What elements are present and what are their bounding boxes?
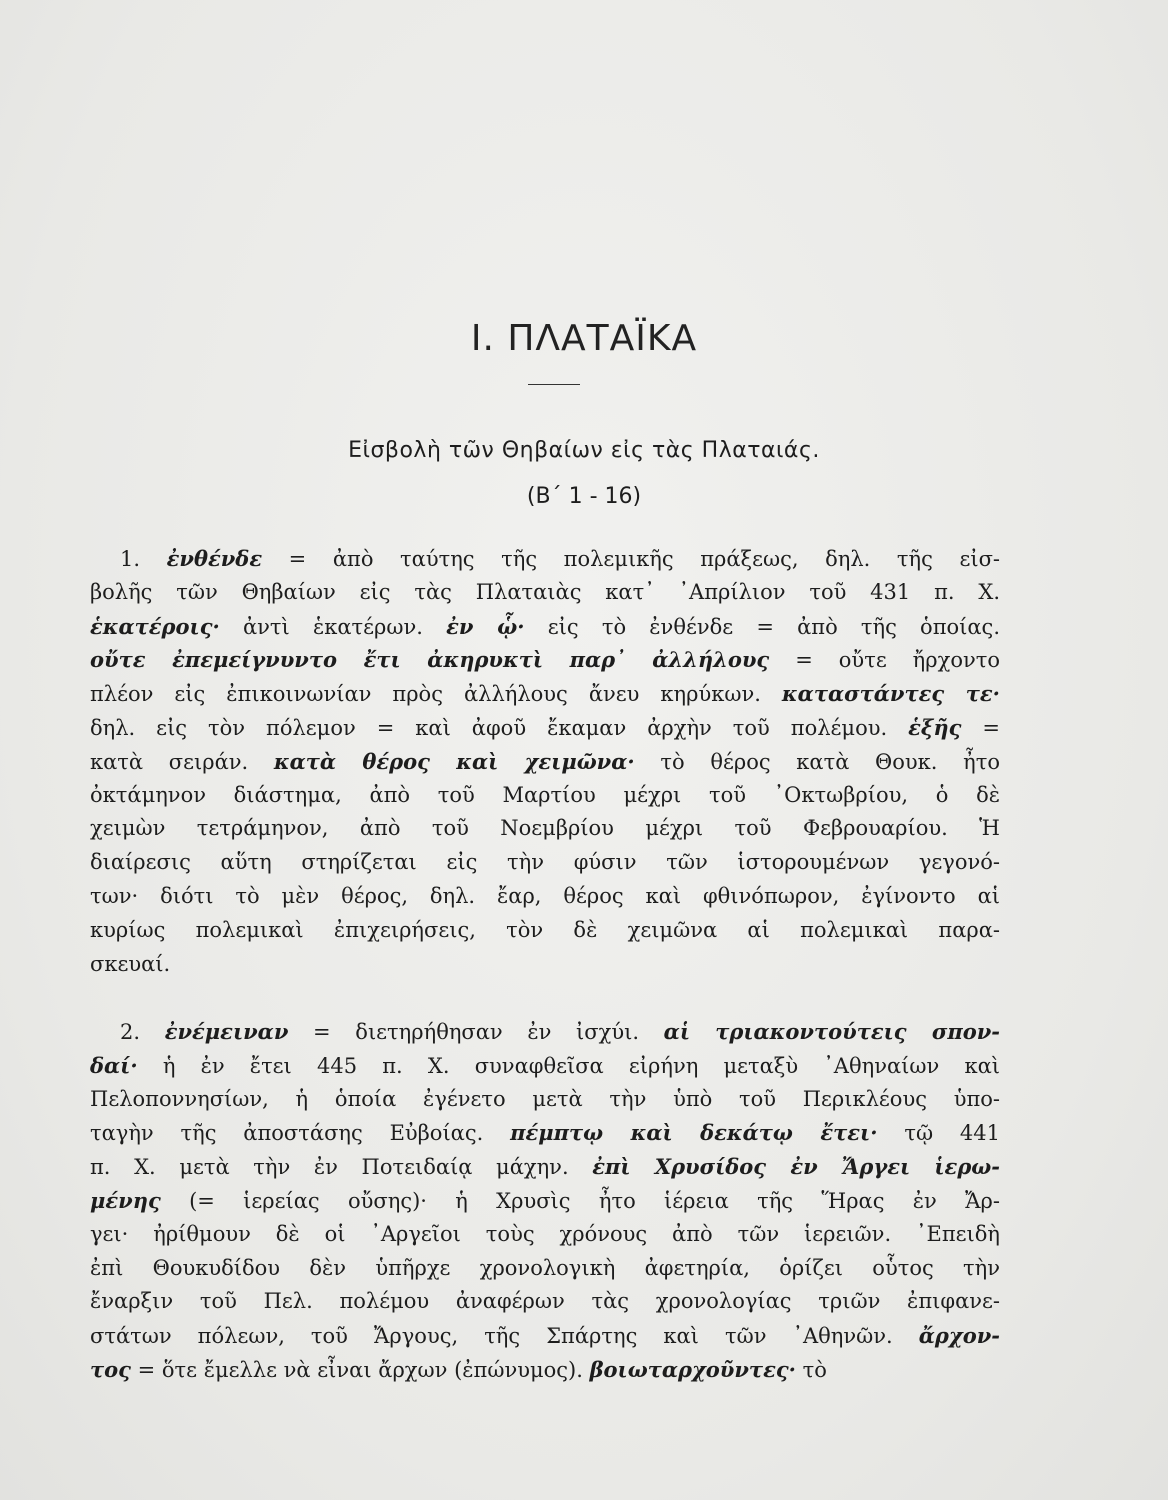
text-line [90,1353,1000,1387]
text-line [90,914,1000,948]
paragraph-1 [90,542,1000,981]
text-line [90,1015,1000,1049]
lemma-term: πέμπτῳ καὶ δεκάτῳ ἔτει· [510,1120,878,1146]
text-segment: γει· ἠρίθμουν δὲ οἱ ᾽Αργεῖοι τοὺς χρόνους ἀπὸ τῶν ἱερειῶν. ᾽Επειδὴ [90,1221,1000,1246]
text-line [90,542,1000,576]
text-segment: (= ἱερείας οὔσης)· ἡ Χρυσὶς ἦτο ἱέρεια τῆς Ἥρας ἐν Ἄρ- [160,1188,1000,1213]
text-line [90,643,1000,677]
text-segment: ὀκτάμηνον διάστημα, ἀπὸ τοῦ Μαρτίου μέχρι τοῦ ᾽Οκτωβρίου, ὁ δὲ [90,782,1000,807]
text-line [90,745,1000,779]
text-segment: κατὰ σειράν. [90,749,274,774]
lemma-term: ἐνθένδε [166,546,263,571]
text-line [90,711,1000,745]
lemma-term: ἐνέμειναν [164,1019,289,1044]
text-segment: = οὔτε ἤρχοντο [769,648,1000,673]
text-line [90,1184,1000,1218]
text-segment: ταγὴν τῆς ἀποστάσης Εὐβοίας. [90,1121,511,1146]
text-line [90,1285,1000,1319]
text-line [90,846,1000,880]
text-line [90,1116,1000,1150]
text-segment: διαίρεσις αὕτη στηρίζεται εἰς τὴν φύσιν τῶν ἱστορουμένων γεγονό- [90,850,1000,875]
text-line [90,1049,1000,1083]
text-line [90,1319,1000,1353]
lemma-term: βοιωταρχοῦντες· [589,1356,796,1382]
section-reference: (Β΄ 1 - 16) [526,484,642,509]
text-segment: των· διότι τὸ μὲν θέρος, δηλ. ἔαρ, θέρος καὶ φθινόπωρον, ἐγίνοντο αἱ [90,883,1000,908]
lemma-term: οὔτε ἐπεμείγνυντο ἔτι ἀκηρυκτὶ παρ᾽ ἀλλήλους [90,647,770,673]
text-segment: δηλ. εἰς τὸν πόλεμον = καὶ ἀφοῦ ἔκαμαν ἀρχὴν τοῦ πολέμου. [90,715,909,740]
lemma-term: κατὰ θέρος καὶ χειμῶνα· [273,748,635,774]
paragraph-2 [90,1015,1000,1387]
text-segment: = διετηρήθησαν ἐν ἰσχύι. [288,1020,664,1044]
text-line [90,948,1000,982]
text-segment: εἰς τὸ ἐνθένδε = ἀπὸ τῆς ὁποίας. [524,614,1000,639]
text-line [90,880,1000,914]
text-segment: ἀντὶ ἑκατέρων. [219,614,447,639]
text-segment: = ὅτε ἔμελλε νὰ εἶναι ἄρχων (ἐπώνυμος). [130,1357,590,1382]
chapter-title: Ι. ΠΛΑΤΑΪΚΑ [470,318,698,359]
text-segment: τὸ [795,1357,827,1382]
lemma-term: αἱ τριακοντούτεις σπον- [663,1019,1000,1044]
text-line [90,779,1000,813]
lemma-term: ἄρχον- [918,1323,1000,1349]
text-line [90,1252,1000,1286]
text-segment: Πελοποννησίων, ἡ ὁποία ἐγένετο μετὰ τὴν ὑπὸ τοῦ Περικλέους ὑπο- [90,1086,1000,1111]
text-line [90,610,1000,644]
text-line [90,1218,1000,1252]
text-segment: χειμὼν τετράμηνον, ἀπὸ τοῦ Νοεμβρίου μέχρι τοῦ Φεβρουαρίου. Ἡ [90,816,1000,841]
text-line [90,677,1000,711]
text-segment: ἡ ἐν ἔτει 445 π. Χ. συναφθεῖσα εἰρήνη μεταξὺ ᾽Αθηναίων καὶ [137,1053,1000,1078]
lemma-term: ἐπὶ Χρυσίδος ἐν Ἄργει ἱερω- [592,1154,1000,1180]
text-segment: τὸ θέρος κατὰ Θουκ. ἦτο [634,749,1000,774]
title-divider [528,384,580,385]
text-segment: κυρίως πολεμικαὶ ἐπιχειρήσεις, τὸν δὲ χειμῶνα αἱ πολεμικαὶ παρα- [90,917,1000,942]
text-segment: σκευαί. [90,951,171,976]
lemma-term: τος [90,1356,131,1382]
text-line [90,812,1000,846]
section-title: Εἰσβολὴ τῶν Θηβαίων εἰς τὰς Πλαταιάς. [348,438,820,463]
text-segment: ἔναρξιν τοῦ Πελ. πολέμου ἀναφέρων τὰς χρονολογίας τριῶν ἐπιφανε- [90,1289,1000,1314]
text-segment: στάτων πόλεων, τοῦ Ἄργους, τῆς Σπάρτης καὶ τῶν ᾽Αθηνῶν. [90,1324,919,1349]
lemma-term: μένης [90,1187,161,1213]
text-segment: πλέον εἰς ἐπικοινωνίαν πρὸς ἀλλήλους ἄνευ κηρύκων. [90,682,782,707]
text-line [90,1150,1000,1184]
text-segment: π. Χ. μετὰ τὴν ἐν Ποτειδαίᾳ μάχην. [90,1155,593,1180]
lemma-term: ἐν ᾧ· [446,613,525,639]
text-line [90,1083,1000,1117]
text-segment: 2. [120,1020,165,1044]
text-line [90,576,1000,610]
lemma-term: ἑκατέροις· [90,613,220,639]
text-segment: = [961,715,1000,740]
lemma-term: δαί· [90,1052,138,1078]
text-segment: βολῆς τῶν Θηβαίων εἰς τὰς Πλαταιὰς κατ᾽ ᾽Απρίλιον τοῦ 431 π. Χ. [90,579,1000,604]
text-segment: = ἀπὸ ταύτης τῆς πολεμικῆς πράξεως, δηλ. τῆς εἰσ- [262,547,1000,571]
text-segment: ἐπὶ Θουκυδίδου δὲν ὑπῆρχε χρονολογικὴ ἀφετηρία, ὁρίζει οὗτος τὴν [90,1255,1000,1280]
text-segment: τῷ 441 [877,1121,1000,1146]
lemma-term: καταστάντες τε· [781,681,1000,707]
lemma-term: ἑξῆς [908,714,962,740]
text-segment: 1. [120,547,167,571]
